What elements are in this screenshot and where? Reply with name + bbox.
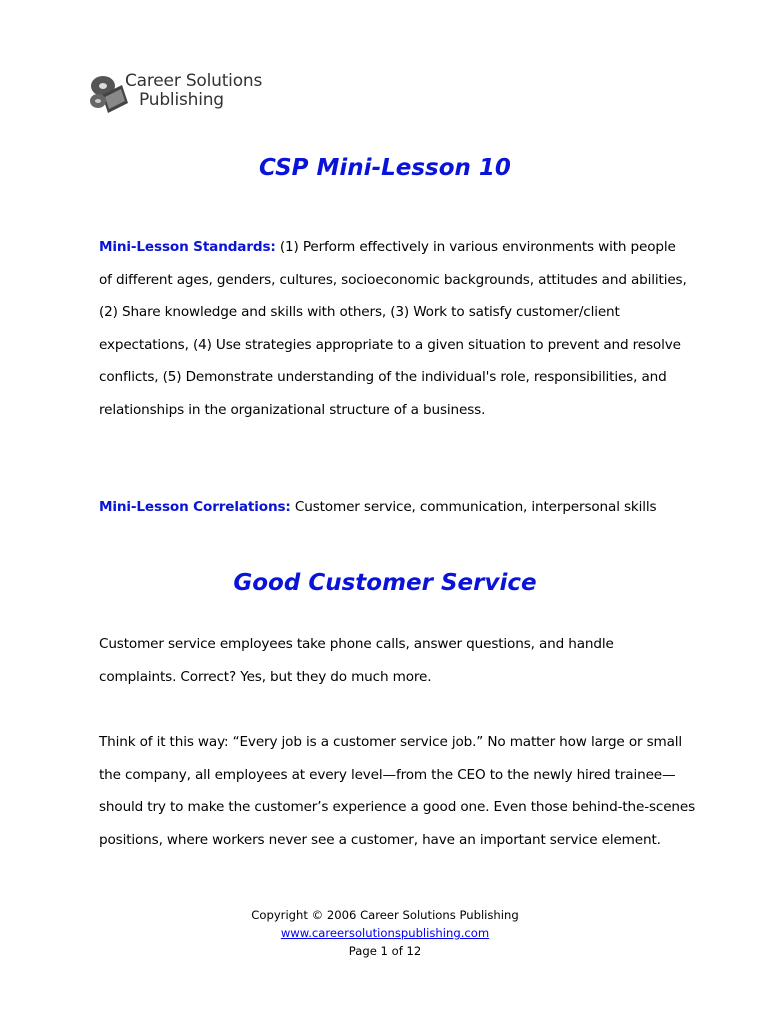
page-number: Page 1 of 12 xyxy=(348,944,422,958)
page-title: CSP Mini-Lesson 10 xyxy=(259,155,511,181)
correlations-paragraph xyxy=(99,491,689,524)
section-title: Good Customer Service xyxy=(233,570,537,596)
body-paragraph-1: Customer service employees take phone calls, answer questions, and handle complaints. Correct? Yes, but they do much more. xyxy=(99,636,614,685)
logo-text xyxy=(125,72,262,110)
logo-line-2: Publishing xyxy=(139,90,224,110)
company-logo xyxy=(88,68,268,116)
standards-text: (1) Perform effectively in various environments with people of different ages, genders, cultures, socioeconomic backgrounds, attitudes and abilities, (2) Share knowledge and skills with others, (3) Work to satisfy customer/client expectations, (4) Use strategies appropriate to a given situation to prevent and resolve conflicts, (5) Demonstrate understanding of the individual's role, responsibilities, and relationships in the organizational structure of a business. xyxy=(99,239,687,418)
correlations-label: Mini-Lesson Correlations: xyxy=(99,499,291,515)
copyright-text: Copyright © 2006 Career Solutions Publishing xyxy=(251,908,519,922)
correlations-text: Customer service, communication, interpersonal skills xyxy=(294,499,657,515)
website-link[interactable]: www.careersolutionspublishing.com xyxy=(280,926,490,940)
standards-label: Mini-Lesson Standards: xyxy=(99,239,276,255)
standards-paragraph xyxy=(99,231,689,427)
body-paragraph-2: Think of it this way: “Every job is a customer service job.” No matter how large or small the company, all employees at every level—from the CEO to the newly hired trainee—should try to make the customer’s experience a good one. Even those behind-the-scenes positions, where workers never see a customer, have an important service element. xyxy=(99,734,696,848)
page-footer xyxy=(0,906,770,960)
logo-line-1: Career Solutions xyxy=(125,71,263,91)
